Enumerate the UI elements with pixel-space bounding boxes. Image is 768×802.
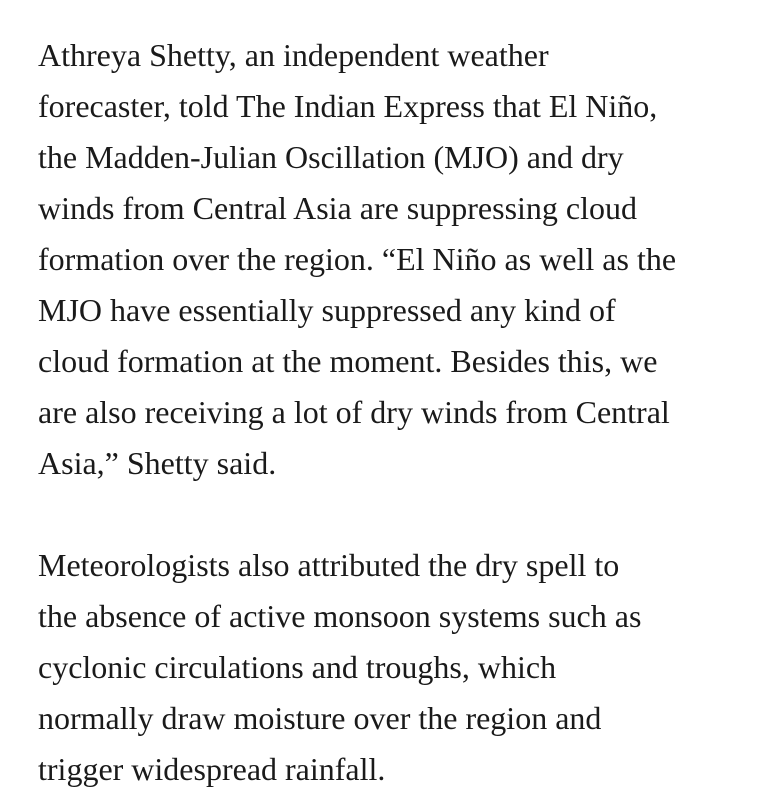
article-body xyxy=(38,30,738,795)
text-line: forecaster, told The Indian Express that El Niño, xyxy=(38,88,658,124)
text-line: cloud formation at the moment. Besides this, we xyxy=(38,343,658,379)
text-line: the Madden-Julian Oscillation (MJO) and dry xyxy=(38,139,624,175)
text-line: Asia,” Shetty said. xyxy=(38,445,277,481)
text-line: cyclonic circulations and troughs, which xyxy=(38,649,557,685)
text-line: Meteorologists also attributed the dry spell to xyxy=(38,547,620,583)
text-line: Athreya Shetty, an independent weather xyxy=(38,37,549,73)
text-line: winds from Central Asia are suppressing cloud xyxy=(38,190,637,226)
paragraph-meteorologists xyxy=(38,540,738,795)
text-line: are also receiving a lot of dry winds from Central xyxy=(38,394,670,430)
text-line: formation over the region. “El Niño as well as the xyxy=(38,241,677,277)
text-line: MJO have essentially suppressed any kind of xyxy=(38,292,616,328)
paragraph-shetty-quote xyxy=(38,30,738,489)
text-line: the absence of active monsoon systems such as xyxy=(38,598,642,634)
text-line: normally draw moisture over the region and xyxy=(38,700,602,736)
text-line: trigger widespread rainfall. xyxy=(38,751,386,787)
